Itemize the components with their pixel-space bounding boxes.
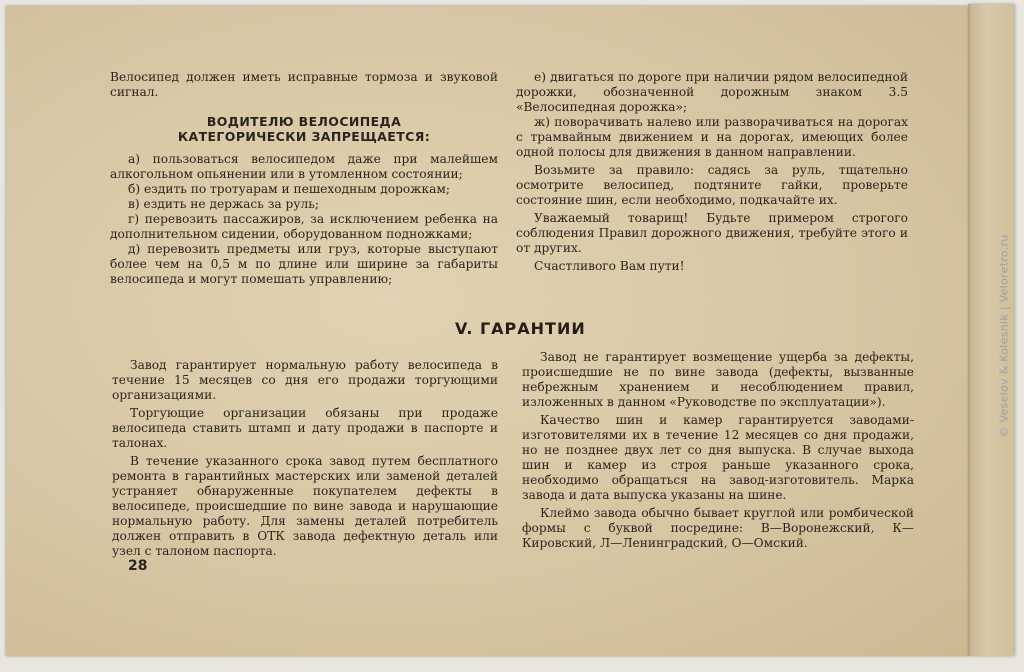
prohibitions-heading bbox=[110, 114, 498, 144]
top-right-column bbox=[516, 70, 908, 274]
guarantee-paragraph: Завод не гарантирует возмещение ущерба за дефекты, происшедшие не по вине завода (дефекты, вызванные небрежным хранением и несоблюдением правил, изложенных в данном «Руководстве по эксплуатации»). bbox=[522, 350, 914, 409]
guarantee-paragraph: В течение указанного срока завод путем бесплатного ремонта в гарантийных мастерских или заменой деталей устраняет обнаруженные покупателем дефекты в велосипеде, происшедшие по вине завода и нарушающие нормальную работу. Для замены деталей потребитель должен отправить в ОТК завода дефектную деталь или узел с талоном паспорта. bbox=[112, 454, 498, 558]
guarantee-paragraph: Торгующие организации обязаны при продаже велосипеда ставить штамп и дату продажи в паспорте и талонах. bbox=[112, 406, 498, 450]
heading-line-2: КАТЕГОРИЧЕСКИ ЗАПРЕЩАЕТСЯ: bbox=[177, 129, 431, 144]
top-left-column bbox=[110, 70, 498, 287]
guarantee-paragraph: Качество шин и камер гарантируется заводами-изготовителями их в течение 12 месяцев со дня продажи, но не позднее двух лет со дня выпуска. В случае выхода шин и камер из строя раньше указанного срока, необходимо обращаться на завод-изготовитель. Марка завода и дата выпуска указаны на шине. bbox=[522, 413, 914, 502]
farewell-text: Счастливого Вам пути! bbox=[534, 259, 685, 273]
guarantee-paragraph: Клеймо завода обычно бывает круглой или ромбической формы с буквой посредине: В—Воронежский, К—Кировский, Л—Ленинградский, О—Омский. bbox=[522, 506, 914, 550]
rule-item: д) перевозить предметы или груз, которые выступают более чем на 0,5 м по длине или ширине за габариты велосипеда и могут помешать управлению; bbox=[110, 242, 498, 286]
watermark: © Veselov & Kolesnik | Veloretro.ru bbox=[997, 234, 1011, 438]
appeal-text: Уважаемый товарищ! Будьте примером строгого соблюдения Правил дорожного движения, требуйте этого и от других. bbox=[516, 211, 908, 255]
guarantee-paragraph: Завод гарантирует нормальную работу велосипеда в течение 15 месяцев со дня его продажи торгующими организациями. bbox=[112, 358, 498, 402]
bottom-left-column bbox=[112, 358, 498, 559]
heading-line-1: ВОДИТЕЛЮ ВЕЛОСИПЕДА bbox=[206, 114, 402, 129]
rule-item: е) двигаться по дороге при наличии рядом велосипедной дорожки, обозначенной дорожным знаком 3.5 «Велосипедная дорожка»; bbox=[516, 70, 908, 114]
rule-item: б) ездить по тротуарам и пешеходным дорожкам; bbox=[128, 182, 450, 196]
rule-item: ж) поворачивать налево или разворачиваться на дорогах с трамвайным движением и на дорогах, имеющих более одной полосы для движения в данном направлении. bbox=[516, 115, 908, 159]
rule-item: а) пользоваться велосипедом даже при малейшем алкогольном опьянении или в утомленном состоянии; bbox=[110, 152, 498, 181]
section-title: V. ГАРАНТИИ bbox=[455, 319, 586, 338]
bottom-right-column bbox=[522, 350, 914, 551]
rule-item: г) перевозить пассажиров, за исключением ребенка на дополнительном сидении, оборудованном подножками; bbox=[110, 212, 498, 241]
page-number: 28 bbox=[128, 558, 148, 574]
intro-text: Велосипед должен иметь исправные тормоза и звуковой сигнал. bbox=[110, 70, 498, 99]
advice-text: Возьмите за правило: садясь за руль, тщательно осмотрите велосипед, подтяните гайки, проверьте состояние шин, если необходимо, подкачайте их. bbox=[516, 163, 908, 207]
rule-item: в) ездить не держась за руль; bbox=[128, 197, 320, 211]
